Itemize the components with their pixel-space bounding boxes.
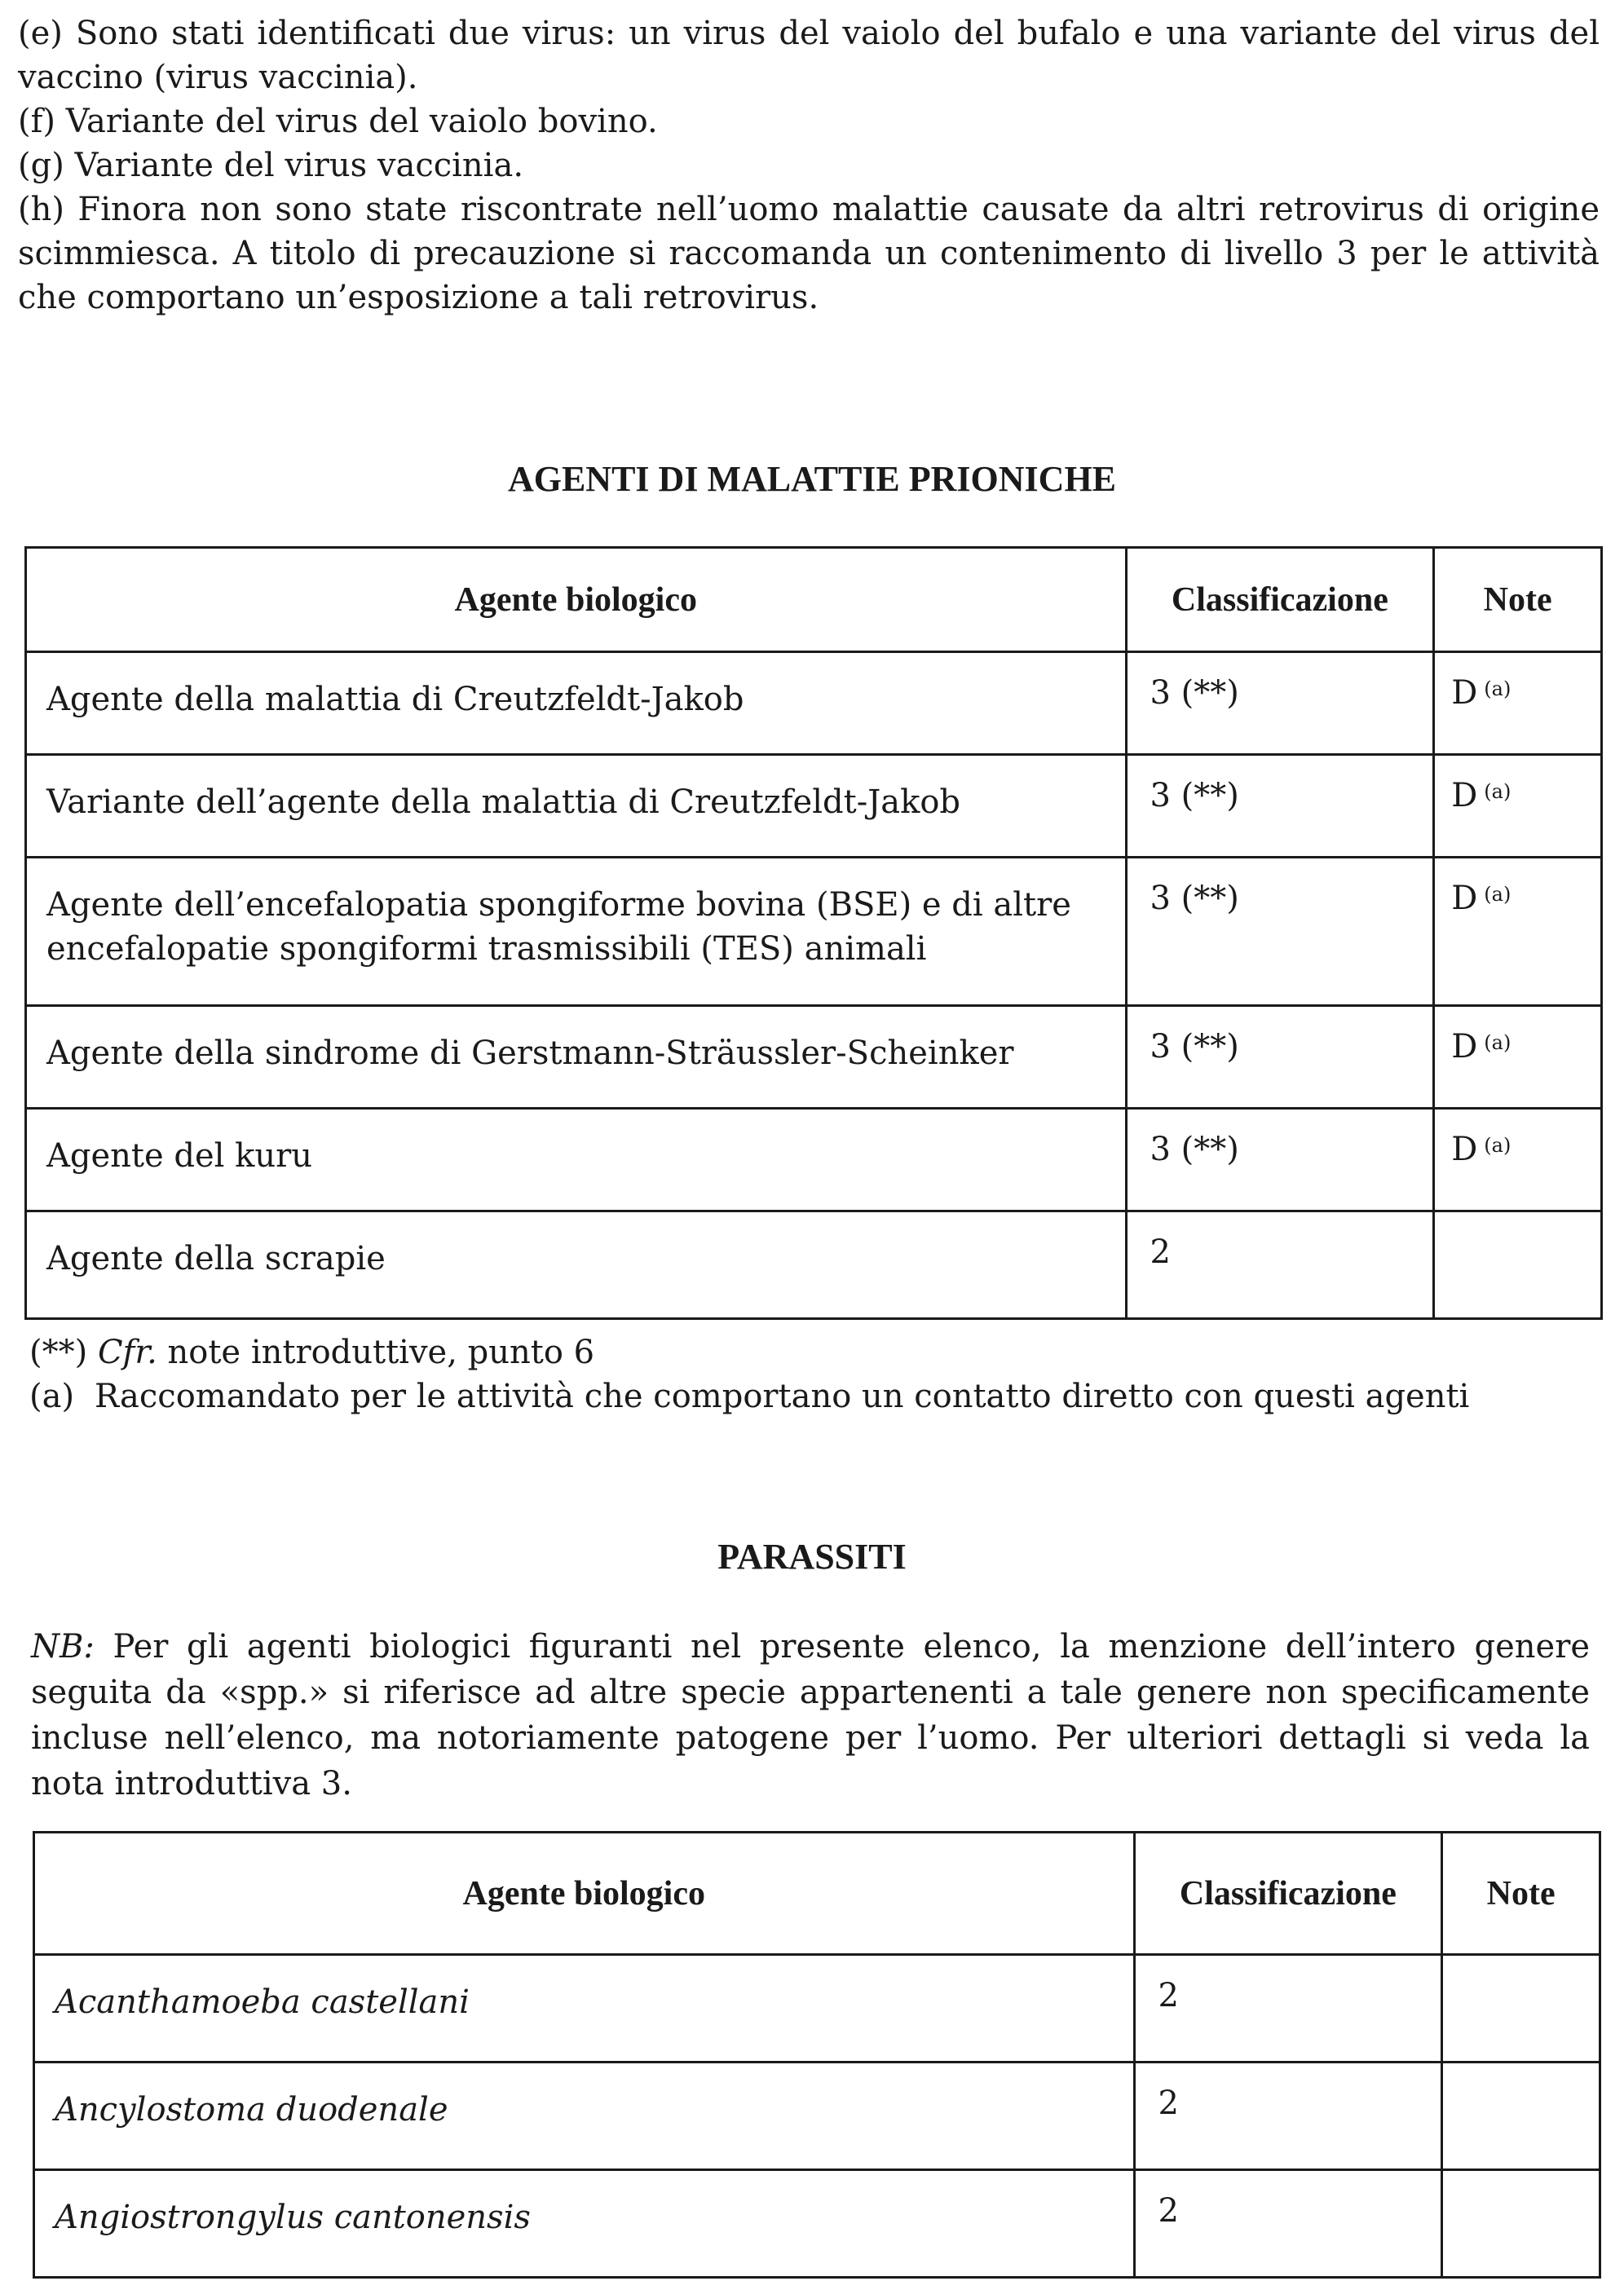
table-row xyxy=(26,1211,1602,1319)
note-cell xyxy=(1442,2170,1600,2278)
note-e: (e) Sono stati identificati due virus: un virus del vaiolo del bufalo e una variante del virus del vaccino (virus vaccinia). xyxy=(18,15,1600,96)
nb-text: Per gli agenti biologici figuranti nel presente elenco, la menzione dell’intero genere seguita da «spp.» si riferisce ad altre specie appartenenti a tale genere non specificamente incluse nell’elenco, ma notoriamente patogene per l’uomo. Per ulteriori dettagli si veda la nota introduttiva 3. xyxy=(31,1628,1590,1802)
classification-cell: 3 (**) xyxy=(1126,1109,1434,1211)
nb-paragraph xyxy=(31,1624,1590,1807)
classification-cell: 2 xyxy=(1134,2170,1442,2278)
table-row xyxy=(26,858,1602,1006)
note-cell xyxy=(1434,1211,1602,1319)
agent-cell: Acanthamoeba castellani xyxy=(34,1955,1135,2063)
agent-cell: Ancylostoma duodenale xyxy=(34,2063,1135,2170)
footnote-a xyxy=(29,1374,1469,1418)
note-cell xyxy=(1434,652,1602,755)
table-row xyxy=(26,755,1602,858)
header-agent: Agente biologico xyxy=(26,548,1127,652)
header-note: Note xyxy=(1434,548,1602,652)
agent-cell: Agente della scrapie xyxy=(26,1211,1127,1319)
note-value: D xyxy=(1451,1131,1478,1168)
agent-cell: Agente della malattia di Creutzfeldt-Jakob xyxy=(26,652,1127,755)
nb-lead: NB: xyxy=(31,1628,95,1666)
note-superscript: (a) xyxy=(1484,1134,1511,1157)
note-f: (f) Variante del virus del vaiolo bovino. xyxy=(18,103,658,140)
classification-cell: 2 xyxy=(1126,1211,1434,1319)
note-value: D xyxy=(1451,880,1478,917)
note-superscript: (a) xyxy=(1484,780,1511,803)
note-cell xyxy=(1434,1109,1602,1211)
note-h: (h) Finora non sono state riscontrate nell’uomo malattie causate da altri retrovirus di origine scimmiesca. A titolo di precauzione si raccomanda un contenimento di livello 3 per le attività che comportano un’esposizione a tali retrovirus. xyxy=(18,191,1600,316)
footnote-a-mark: (a) xyxy=(29,1378,75,1415)
note-value: D xyxy=(1451,1028,1478,1065)
classification-cell: 3 (**) xyxy=(1126,1006,1434,1109)
footnote-star xyxy=(29,1330,1469,1374)
agent-cell: Angiostrongylus cantonensis xyxy=(34,2170,1135,2278)
footnote-star-text: note introduttive, punto 6 xyxy=(167,1334,595,1371)
prion-table xyxy=(24,546,1603,1320)
table-header-row xyxy=(34,1833,1600,1955)
agent-cell: Agente dell’encefalopatia spongiforme bovina (BSE) e di altre encefalopatie spongiformi trasmissibili (TES) animali xyxy=(26,858,1127,1006)
table-header-row xyxy=(26,548,1602,652)
header-note: Note xyxy=(1442,1833,1600,1955)
footnote-cfr: Cfr. xyxy=(97,1334,157,1371)
header-agent: Agente biologico xyxy=(34,1833,1135,1955)
classification-cell: 2 xyxy=(1134,1955,1442,2063)
note-cell xyxy=(1442,1955,1600,2063)
table-row xyxy=(26,1006,1602,1109)
note-g: (g) Variante del virus vaccinia. xyxy=(18,147,524,184)
classification-cell: 3 (**) xyxy=(1126,652,1434,755)
prion-footnotes xyxy=(29,1330,1469,1418)
table-row xyxy=(26,1109,1602,1211)
note-value: D xyxy=(1451,674,1478,712)
note-superscript: (a) xyxy=(1484,883,1511,906)
parassiti-section-title: PARASSITI xyxy=(717,1537,907,1577)
table-row xyxy=(26,652,1602,755)
intro-notes xyxy=(18,11,1600,320)
classification-cell: 3 (**) xyxy=(1126,755,1434,858)
note-cell xyxy=(1434,858,1602,1006)
note-cell xyxy=(1434,755,1602,858)
table-row xyxy=(34,2170,1600,2278)
table-row xyxy=(34,2063,1600,2170)
header-classification: Classificazione xyxy=(1134,1833,1442,1955)
note-superscript: (a) xyxy=(1484,1031,1511,1054)
classification-cell: 2 xyxy=(1134,2063,1442,2170)
footnote-a-text: Raccomandato per le attività che comportano un contatto diretto con questi agenti xyxy=(95,1378,1470,1415)
table-row xyxy=(34,1955,1600,2063)
header-classification: Classificazione xyxy=(1126,548,1434,652)
note-cell xyxy=(1442,2063,1600,2170)
agent-cell: Variante dell’agente della malattia di Creutzfeldt-Jakob xyxy=(26,755,1127,858)
classification-cell: 3 (**) xyxy=(1126,858,1434,1006)
note-superscript: (a) xyxy=(1484,677,1511,700)
agent-cell: Agente del kuru xyxy=(26,1109,1127,1211)
parassiti-table xyxy=(33,1831,1601,2279)
agent-cell: Agente della sindrome di Gerstmann-Sträussler-Scheinker xyxy=(26,1006,1127,1109)
footnote-star-mark: (**) xyxy=(29,1334,88,1371)
note-value: D xyxy=(1451,777,1478,814)
note-cell xyxy=(1434,1006,1602,1109)
prion-section-title: AGENTI DI MALATTIE PRIONICHE xyxy=(507,459,1117,499)
